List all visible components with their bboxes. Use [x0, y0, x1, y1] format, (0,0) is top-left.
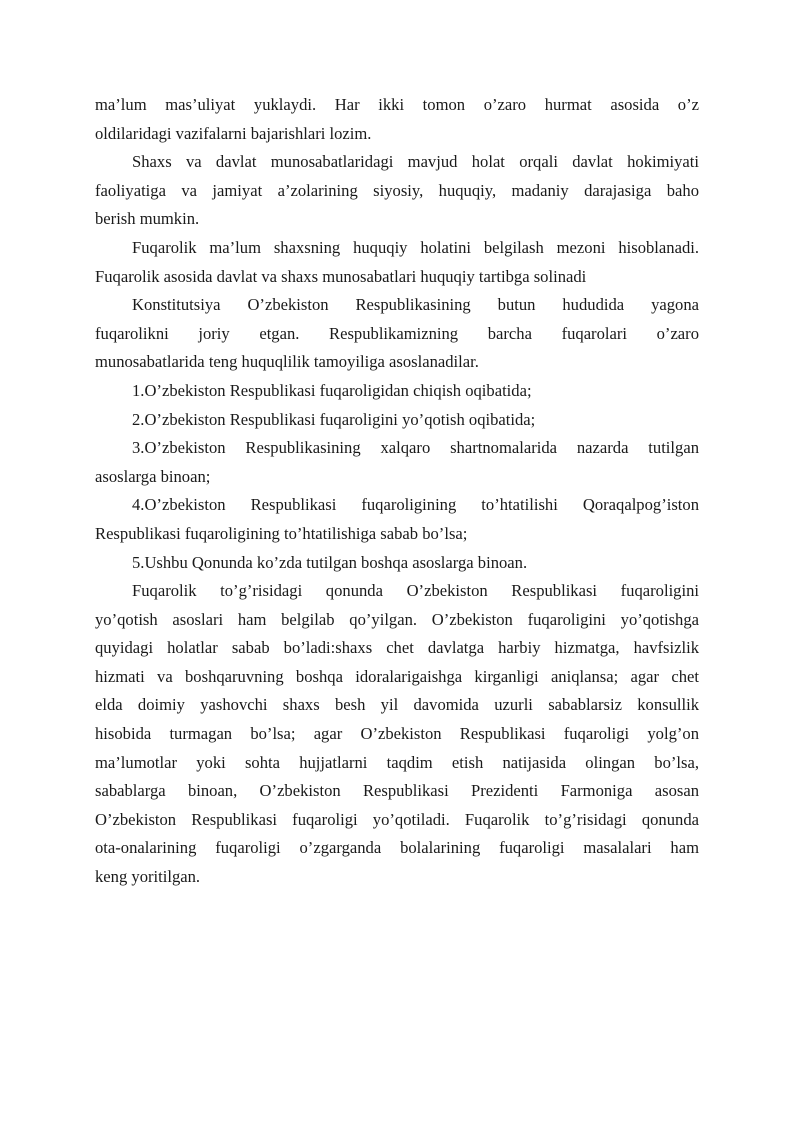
document-page	[95, 91, 699, 892]
text-line: 2.O’zbekiston Respublikasi fuqaroligini yo’qotish oqibatida;	[132, 409, 536, 429]
paragraph	[95, 91, 699, 148]
text-line: faoliyatiga va jamiyat a’zolarining siyosiy, huquqiy, madaniy darajasiga baho	[95, 180, 699, 200]
text-line: oldilaridagi vazifalarni bajarishlari lozim.	[95, 123, 372, 143]
text-line: hisobida turmagan bo’lsa; agar O’zbekiston Respublikasi fuqaroligi yolg’on	[95, 724, 699, 744]
text-line: Konstitutsiya O’zbekiston Respublikasining butun hududida yagona	[132, 295, 699, 315]
document-body	[95, 91, 699, 892]
text-line: 1.O’zbekiston Respublikasi fuqaroligidan chiqish oqibatida;	[132, 380, 532, 400]
text-line: yo’qotish asoslari ham belgilab qo’yilgan. O’zbekiston fuqaroligini yo’qotishga	[95, 609, 699, 629]
paragraph	[95, 434, 699, 491]
text-line: 4.O’zbekiston Respublikasi fuqaroligining to’htatilishi Qoraqalpog’iston	[132, 495, 699, 515]
text-line: 3.O’zbekiston Respublikasining xalqaro shartnomalarida nazarda tutilgan	[132, 438, 699, 458]
text-line: ma’lum mas’uliyat yuklaydi. Har ikki tomon o’zaro hurmat asosida o’z	[95, 95, 699, 114]
paragraph	[95, 491, 699, 548]
text-line: sabablarga binoan, O’zbekiston Respublikasi Prezidenti Farmoniga asosan	[95, 781, 699, 801]
text-line: O’zbekiston Respublikasi fuqaroligi yo’qotiladi. Fuqarolik to’g’risidagi qonunda	[95, 809, 699, 829]
text-line: ma’lumotlar yoki sohta hujjatlarni taqdim etish natijasida olingan bo’lsa,	[95, 752, 699, 772]
text-line: quyidagi holatlar sabab bo’ladi:shaxs chet davlatga harbiy hizmatga, havfsizlik	[95, 638, 699, 658]
text-line: elda doimiy yashovchi shaxs besh yil davomida uzurli sabablarsiz konsullik	[95, 695, 699, 715]
text-line: Fuqarolik ma’lum shaxsning huquqiy holatini belgilash mezoni hisoblanadi.	[132, 237, 699, 257]
paragraph	[95, 577, 699, 892]
paragraph	[95, 377, 699, 406]
paragraph	[95, 549, 699, 578]
text-line: 5.Ushbu Qonunda ko’zda tutilgan boshqa asoslarga binoan.	[132, 552, 528, 572]
text-line: keng yoritilgan.	[95, 867, 201, 887]
text-line: Shaxs va davlat munosabatlaridagi mavjud holat orqali davlat hokimiyati	[132, 152, 699, 172]
text-line: fuqarolikni joriy etgan. Respublikamizning barcha fuqarolari o’zaro	[95, 323, 699, 343]
text-line: Fuqarolik to’g’risidagi qonunda O’zbekiston Respublikasi fuqaroligini	[132, 581, 699, 601]
text-line: berish mumkin.	[95, 209, 200, 229]
paragraph	[95, 234, 699, 291]
paragraph	[95, 406, 699, 435]
text-line: Respublikasi fuqaroligining to’htatilishiga sabab bo’lsa;	[95, 523, 468, 543]
paragraph	[95, 148, 699, 234]
text-line: ota-onalarining fuqaroligi o’zgarganda bolalarining fuqaroligi masalalari ham	[95, 838, 699, 858]
text-line: Fuqarolik asosida davlat va shaxs munosabatlari huquqiy tartibga solinadi	[95, 266, 587, 286]
text-line: asoslarga binoan;	[95, 466, 211, 486]
text-line: munosabatlarida teng huquqlilik tamoyiliga asoslanadilar.	[95, 352, 479, 372]
paragraph	[95, 291, 699, 377]
text-line: hizmati va boshqaruvning boshqa idoralarigaishga kirganligi aniqlansa; agar chet	[95, 666, 699, 686]
